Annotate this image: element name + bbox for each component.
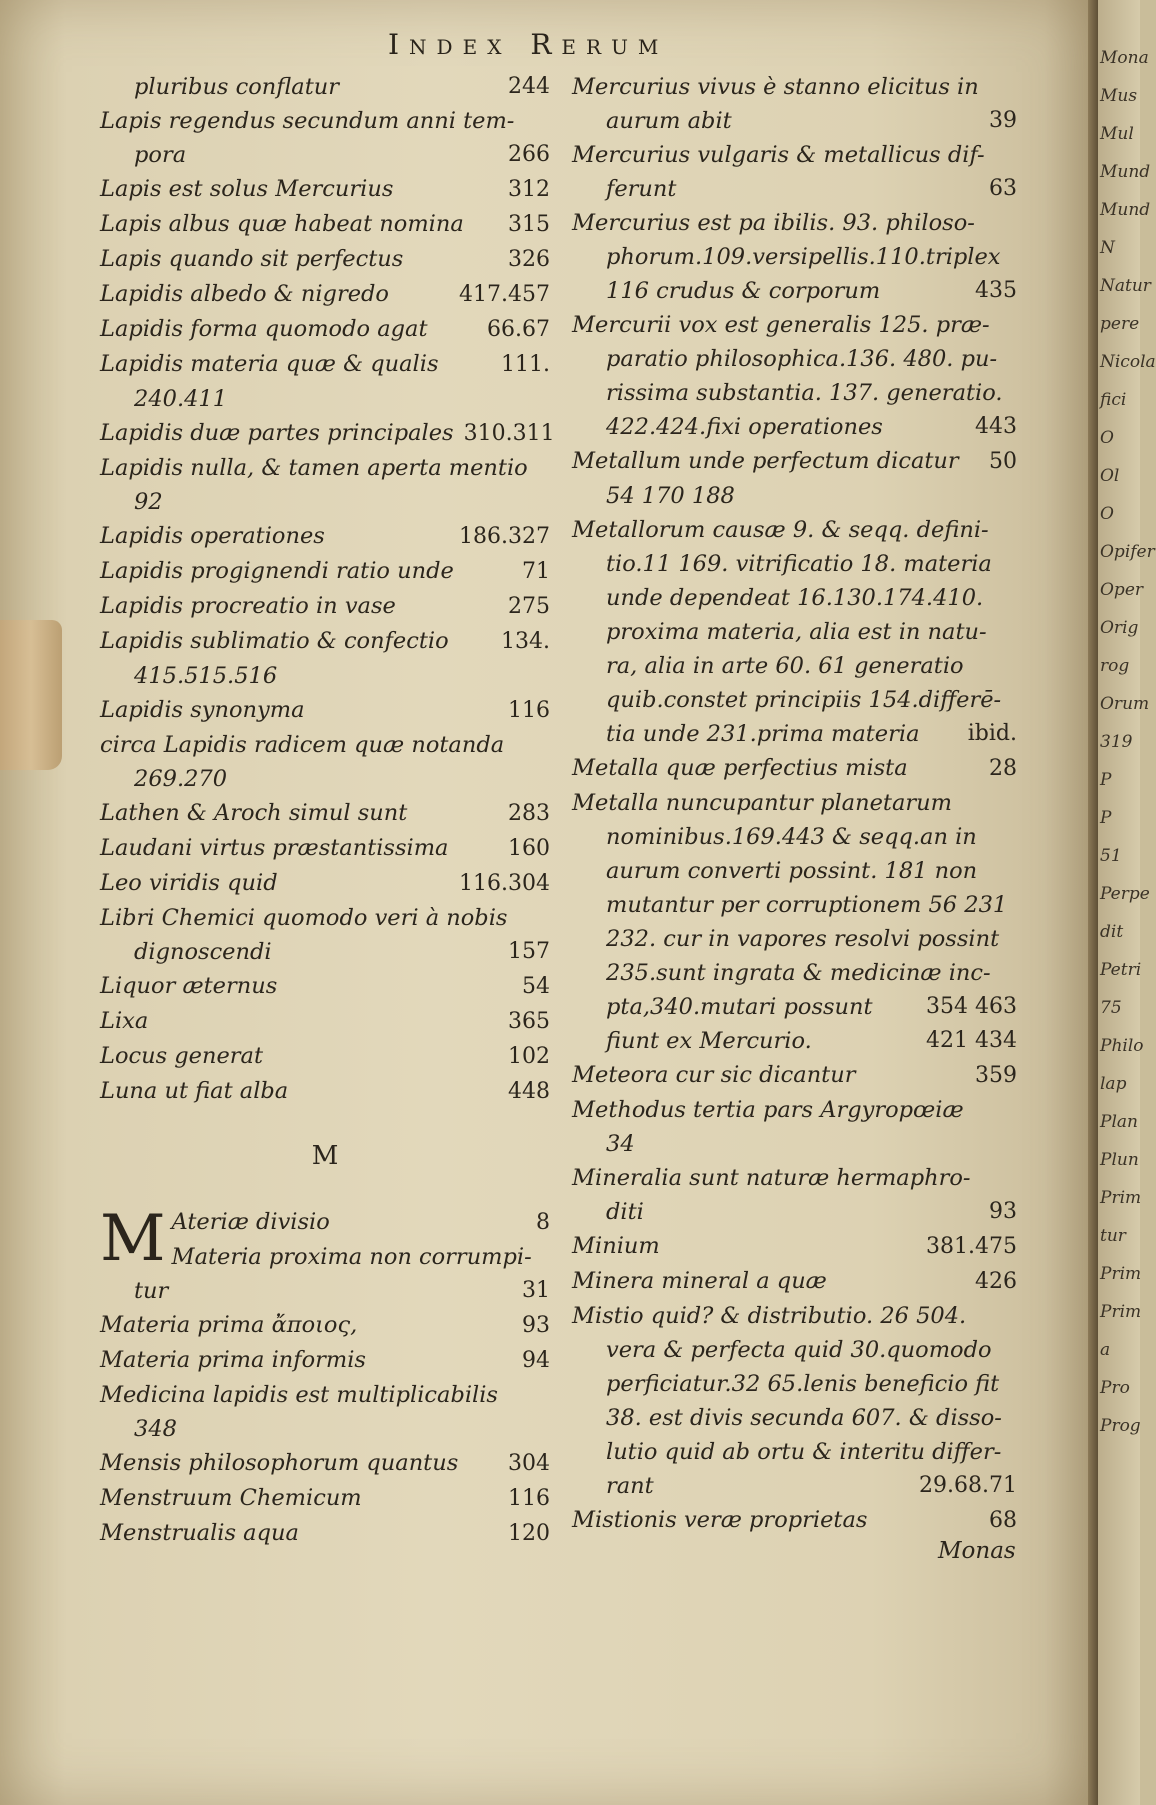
index-term: aurum converti possint. 181 non	[606, 858, 978, 884]
index-pages: 120	[508, 1521, 550, 1546]
index-entry	[572, 888, 1017, 922]
index-entry	[572, 1503, 1017, 1538]
adjacent-page-fragment: Nicola	[1100, 352, 1156, 372]
index-term: Meteora cur sic dicantur	[572, 1062, 856, 1088]
index-pages: 8	[536, 1210, 550, 1235]
index-entry	[572, 1024, 1017, 1058]
index-pages: 94	[522, 1348, 550, 1373]
index-entry	[100, 1516, 550, 1551]
index-pages: 111.	[501, 352, 550, 377]
index-entry	[572, 444, 1017, 479]
index-entry	[100, 659, 550, 693]
index-entry	[100, 554, 550, 589]
index-entry	[100, 1039, 550, 1074]
index-pages: 157	[508, 939, 550, 964]
index-pages: 68	[989, 1508, 1017, 1533]
index-entry	[572, 854, 1017, 888]
index-entry	[100, 104, 550, 138]
index-term: Lapis regendus secundum anni tem-	[100, 108, 515, 134]
index-entry	[100, 1481, 550, 1516]
adjacent-page-fragment: tur	[1100, 1226, 1126, 1246]
index-pages: 134.	[501, 629, 550, 654]
adjacent-page-fragment: Oper	[1100, 580, 1144, 600]
index-entry	[572, 1264, 1017, 1299]
index-pages: 310.311	[463, 421, 555, 446]
index-entry	[100, 347, 550, 382]
adjacent-page-fragment: fici	[1100, 390, 1127, 410]
index-entry	[100, 519, 550, 554]
index-term: Minium	[572, 1233, 660, 1259]
index-entry	[100, 901, 550, 935]
adjacent-page-fragment: Mund	[1100, 200, 1151, 220]
index-entry	[572, 1127, 1017, 1161]
index-entry	[572, 104, 1017, 138]
index-term: paratio philosophica.136. 480. pu-	[606, 346, 998, 372]
adjacent-page-fragment: N	[1100, 238, 1115, 258]
index-term: ra, alia in arte 60. 61 generatio	[606, 653, 964, 679]
index-entry	[572, 172, 1017, 206]
index-pages: 102	[508, 1044, 550, 1069]
index-term: Lapidis progignendi ratio unde	[100, 558, 454, 584]
index-term: Libri Chemici quomodo veri à nobis	[100, 905, 508, 931]
index-entry	[572, 513, 1017, 547]
index-entry	[100, 312, 550, 347]
adjacent-page-fragment: Mus	[1100, 86, 1138, 106]
index-pages: 443	[975, 414, 1017, 439]
index-term: Lapis est solus Mercurius	[100, 176, 394, 202]
adjacent-page-fragment: lap	[1100, 1074, 1127, 1094]
index-entry	[100, 693, 550, 728]
index-pages: 354 463	[926, 994, 1017, 1019]
index-entry	[572, 1469, 1017, 1503]
adjacent-page-fragment: Plan	[1100, 1112, 1138, 1132]
adjacent-page-fragment: Mund	[1100, 162, 1151, 182]
adjacent-page-fragment: 319	[1100, 732, 1133, 752]
index-entry	[572, 717, 1017, 751]
index-entry	[100, 969, 550, 1004]
index-entry	[572, 240, 1017, 274]
index-pages: 283	[508, 801, 550, 826]
index-entry	[100, 866, 550, 901]
index-entry	[100, 1004, 550, 1039]
index-term: Mercurius vivus è stanno elicitus in	[572, 74, 979, 100]
index-term: Mercurius est pa ibilis. 93. philoso-	[572, 210, 975, 236]
index-term: Metalla nuncupantur planetarum	[572, 790, 952, 816]
index-term: Materia proxima non corrumpi-	[171, 1244, 532, 1270]
index-entry	[572, 956, 1017, 990]
index-entry	[100, 831, 550, 866]
index-entry	[100, 207, 550, 242]
index-entry	[100, 1343, 550, 1378]
index-term: 92	[134, 489, 163, 515]
index-entry	[172, 1205, 550, 1240]
index-pages: 31	[522, 1278, 550, 1303]
index-term: diti	[606, 1199, 644, 1225]
index-entry	[100, 277, 550, 312]
adjacent-page-fragment: Plun	[1100, 1150, 1139, 1170]
index-entry	[100, 1074, 550, 1109]
index-term: Lixa	[100, 1008, 149, 1034]
page-stain	[0, 620, 62, 770]
catchword: Monas	[938, 1538, 1016, 1564]
index-pages: 315	[508, 212, 550, 237]
index-term: proxima materia, alia est in natu-	[606, 619, 987, 645]
index-pages: 421 434	[926, 1028, 1017, 1053]
index-entry	[572, 1367, 1017, 1401]
index-term: Metalla quæ perfectius mista	[572, 755, 908, 781]
index-entry	[572, 1161, 1017, 1195]
index-pages: 312	[508, 177, 550, 202]
adjacent-page-fragment: O	[1100, 504, 1114, 524]
index-term: Mercurius vulgaris & metallicus dif-	[572, 142, 985, 168]
index-entry	[100, 935, 550, 969]
index-term: Mistio quid? & distributio. 26 504.	[572, 1303, 967, 1329]
index-entry	[572, 410, 1017, 444]
index-term: Materia prima informis	[100, 1347, 366, 1373]
index-entry	[572, 1299, 1017, 1333]
index-entry	[572, 990, 1017, 1024]
index-term: lutio quid ab ortu & interitu differ-	[606, 1439, 1002, 1465]
index-entry	[572, 138, 1017, 172]
index-entry	[100, 762, 550, 796]
index-term: Mensis philosophorum quantus	[100, 1450, 459, 1476]
index-entry	[100, 1378, 550, 1412]
index-pages: ibid.	[967, 721, 1017, 746]
index-term: 34	[606, 1131, 635, 1157]
index-term: rant	[606, 1473, 654, 1499]
index-entry	[100, 382, 550, 416]
index-entry	[100, 624, 550, 659]
index-pages: 116	[508, 698, 550, 723]
adjacent-page-fragment: Prim	[1100, 1188, 1142, 1208]
index-term: Locus generat	[100, 1043, 264, 1069]
index-term: phorum.109.versipellis.110.triplex	[606, 244, 1001, 270]
index-entry	[100, 589, 550, 624]
index-entry	[100, 1412, 550, 1446]
index-pages: 116.304	[459, 871, 550, 896]
adjacent-page-fragment: Philo	[1100, 1036, 1144, 1056]
index-term: Lapidis procreatio in vase	[100, 593, 396, 619]
index-pages: 435	[975, 278, 1017, 303]
index-term: Lapidis forma quomodo agat	[100, 316, 428, 342]
index-entry	[100, 1274, 550, 1308]
index-term: Lapis quando sit perfectus	[100, 246, 404, 272]
index-entry	[572, 786, 1017, 820]
index-entry	[100, 451, 550, 485]
section-letter: M	[311, 1141, 339, 1171]
index-term: pora	[134, 142, 187, 168]
index-entry	[572, 70, 1017, 104]
index-entry	[572, 547, 1017, 581]
index-pages: 63	[989, 176, 1017, 201]
index-term: Lapis albus quæ habeat nomina	[100, 211, 464, 237]
index-entry	[572, 820, 1017, 854]
index-entry	[172, 1240, 550, 1274]
adjacent-page-fragment: 75	[1100, 998, 1122, 1018]
index-pages: 93	[522, 1313, 550, 1338]
index-term: Liquor æternus	[100, 973, 278, 999]
index-term: unde dependeat 16.130.174.410.	[606, 585, 984, 611]
adjacent-page-fragment: Natur	[1100, 276, 1151, 296]
adjacent-page	[1098, 0, 1156, 1805]
adjacent-page-fragment: 51	[1100, 846, 1122, 866]
index-entry	[100, 1308, 550, 1343]
index-term: quib.constet principiis 154.differē-	[606, 687, 1002, 713]
index-term: dignoscendi	[134, 939, 272, 965]
index-term: rissima substantia. 137. generatio.	[606, 380, 1003, 406]
index-term: Mineralia sunt naturæ hermaphro-	[572, 1165, 971, 1191]
index-entry	[100, 1446, 550, 1481]
index-pages: 29.68.71	[919, 1473, 1017, 1498]
index-term: Luna ut fiat alba	[100, 1078, 289, 1104]
drop-cap: M	[100, 1202, 166, 1276]
index-pages: 50	[989, 449, 1017, 474]
index-entry	[572, 649, 1017, 683]
adjacent-page-fragment: Mona	[1100, 48, 1149, 68]
index-term: circa Lapidis radicem quæ notanda	[100, 732, 505, 758]
index-term: Lathen & Aroch simul sunt	[100, 800, 408, 826]
adjacent-page-fragment: Orig	[1100, 618, 1139, 638]
index-term: tio.11 169. vitrificatio 18. materia	[606, 551, 992, 577]
adjacent-page-fragment: dit	[1100, 922, 1124, 942]
index-entry	[572, 581, 1017, 615]
adjacent-page-fragment: a	[1100, 1340, 1111, 1360]
index-term: pta,340.mutari possunt	[606, 994, 873, 1020]
index-entry	[100, 70, 550, 104]
index-entry	[572, 615, 1017, 649]
index-term: Lapidis synonyma	[100, 697, 305, 723]
index-entry	[572, 308, 1017, 342]
adjacent-page-fragment: rog	[1100, 656, 1130, 676]
index-pages: 116	[508, 1486, 550, 1511]
adjacent-page-fragment: O	[1100, 428, 1114, 448]
index-entry	[572, 1229, 1017, 1264]
adjacent-page-fragment: Ol	[1100, 466, 1120, 486]
index-pages: 28	[989, 756, 1017, 781]
index-entry	[572, 683, 1017, 717]
index-pages: 71	[522, 559, 550, 584]
index-term: 116 crudus & corporum	[606, 278, 881, 304]
index-pages: 326	[508, 247, 550, 272]
index-entry	[572, 1435, 1017, 1469]
adjacent-page-fragment: Prog	[1100, 1416, 1141, 1436]
index-term: 422.424.fixi operationes	[606, 414, 883, 440]
index-entry	[572, 751, 1017, 786]
index-term: Lapidis albedo & nigredo	[100, 281, 389, 307]
index-entry	[572, 1195, 1017, 1229]
index-pages: 39	[989, 108, 1017, 133]
index-term: perficiatur.32 65.lenis beneficio fit	[606, 1371, 1000, 1397]
index-term: Lapidis nulla, & tamen aperta mentio	[100, 455, 528, 481]
index-term: 348	[134, 1416, 177, 1442]
index-entry	[100, 416, 555, 451]
index-term: 235.sunt ingrata & medicinæ inc-	[606, 960, 991, 986]
adjacent-page-fragment: Mul	[1100, 124, 1134, 144]
index-term: Menstruum Chemicum	[100, 1485, 362, 1511]
adjacent-page-fragment: Prim	[1100, 1302, 1142, 1322]
index-term: Methodus tertia pars Argyropœiæ	[572, 1097, 964, 1123]
index-entry	[100, 242, 550, 277]
index-term: Mistionis veræ proprietas	[572, 1507, 868, 1533]
adjacent-page-fragment: Pro	[1100, 1378, 1130, 1398]
index-entry	[572, 1401, 1017, 1435]
adjacent-page-fragment: Perpe	[1100, 884, 1150, 904]
index-entry	[572, 206, 1017, 240]
index-term: 54 170 188	[606, 483, 735, 509]
index-term: Menstrualis aqua	[100, 1520, 299, 1546]
index-entry	[572, 479, 1017, 513]
index-entry	[572, 922, 1017, 956]
adjacent-page-fragment: pere	[1100, 314, 1140, 334]
index-entry	[100, 728, 550, 762]
index-pages: 304	[508, 1451, 550, 1476]
index-term: Metallum unde perfectum dicatur	[572, 448, 959, 474]
index-term: fiunt ex Mercurio.	[606, 1028, 812, 1054]
index-entry	[572, 342, 1017, 376]
page-gutter	[1088, 0, 1098, 1805]
index-entry	[100, 172, 550, 207]
index-pages: 186.327	[459, 524, 550, 549]
index-term: 240.411	[134, 386, 228, 412]
index-term: Minera mineral a quæ	[572, 1268, 827, 1294]
index-pages: 93	[989, 1199, 1017, 1224]
index-term: 232. cur in vapores resolvi possint	[606, 926, 1000, 952]
index-pages: 448	[508, 1079, 550, 1104]
index-entry	[572, 1058, 1017, 1093]
index-pages: 381.475	[926, 1234, 1017, 1259]
adjacent-page-fragment: Orum	[1100, 694, 1150, 714]
index-pages: 160	[508, 836, 550, 861]
index-term: 38. est divis secunda 607. & disso-	[606, 1405, 1002, 1431]
index-term: tur	[134, 1278, 169, 1304]
index-column-left	[100, 70, 555, 1551]
index-term: Mercurii vox est generalis 125. præ-	[572, 312, 990, 338]
index-term: Lapidis operationes	[100, 523, 325, 549]
adjacent-page-fragment: P	[1100, 770, 1112, 790]
index-entry	[572, 376, 1017, 410]
index-term: Metallorum causæ 9. & seqq. defini-	[572, 517, 989, 543]
index-entry	[572, 1093, 1017, 1127]
index-pages: 359	[975, 1063, 1017, 1088]
index-term: 269.270	[134, 766, 228, 792]
index-pages: 417.457	[459, 282, 550, 307]
index-pages: 275	[508, 594, 550, 619]
index-pages: 266	[508, 142, 550, 167]
index-pages: 426	[975, 1269, 1017, 1294]
index-entry	[100, 485, 550, 519]
index-pages: 365	[508, 1009, 550, 1034]
index-pages: 66.67	[487, 317, 550, 342]
adjacent-page-fragment: P	[1100, 808, 1112, 828]
index-term: vera & perfecta quid 30.quomodo	[606, 1337, 992, 1363]
index-term: Laudani virtus præstantissima	[100, 835, 449, 861]
index-term: Lapidis duæ partes principales	[100, 420, 454, 446]
index-pages: 244	[508, 74, 550, 99]
adjacent-page-fragment: Opifer	[1100, 542, 1155, 562]
index-term: 415.515.516	[134, 663, 278, 689]
index-column-right	[572, 70, 1017, 1538]
index-term: Lapidis sublimatio & confectio	[100, 628, 449, 654]
index-term: pluribus conflatur	[134, 74, 339, 100]
running-head: Index Rerum	[388, 28, 669, 61]
index-term: Leo viridis quid	[100, 870, 278, 896]
index-entry	[572, 1333, 1017, 1367]
index-term: Ateriæ divisio	[171, 1209, 330, 1235]
index-term: nominibus.169.443 & seqq.an in	[606, 824, 977, 850]
index-term: Lapidis materia quæ & qualis	[100, 351, 439, 377]
index-entry	[100, 796, 550, 831]
index-term: Medicina lapidis est multiplicabilis	[100, 1382, 498, 1408]
index-term: tia unde 231.prima materia	[606, 721, 920, 747]
index-term: aurum abit	[606, 108, 732, 134]
index-term: ferunt	[606, 176, 677, 202]
index-entry	[572, 274, 1017, 308]
index-term: mutantur per corruptionem 56 231	[606, 892, 1008, 918]
index-pages: 54	[522, 974, 550, 999]
index-entry	[100, 138, 550, 172]
adjacent-page-fragment: Prim	[1100, 1264, 1142, 1284]
index-term: Materia prima ἄποιος,	[100, 1312, 358, 1338]
adjacent-page-fragment: Petri	[1100, 960, 1142, 980]
